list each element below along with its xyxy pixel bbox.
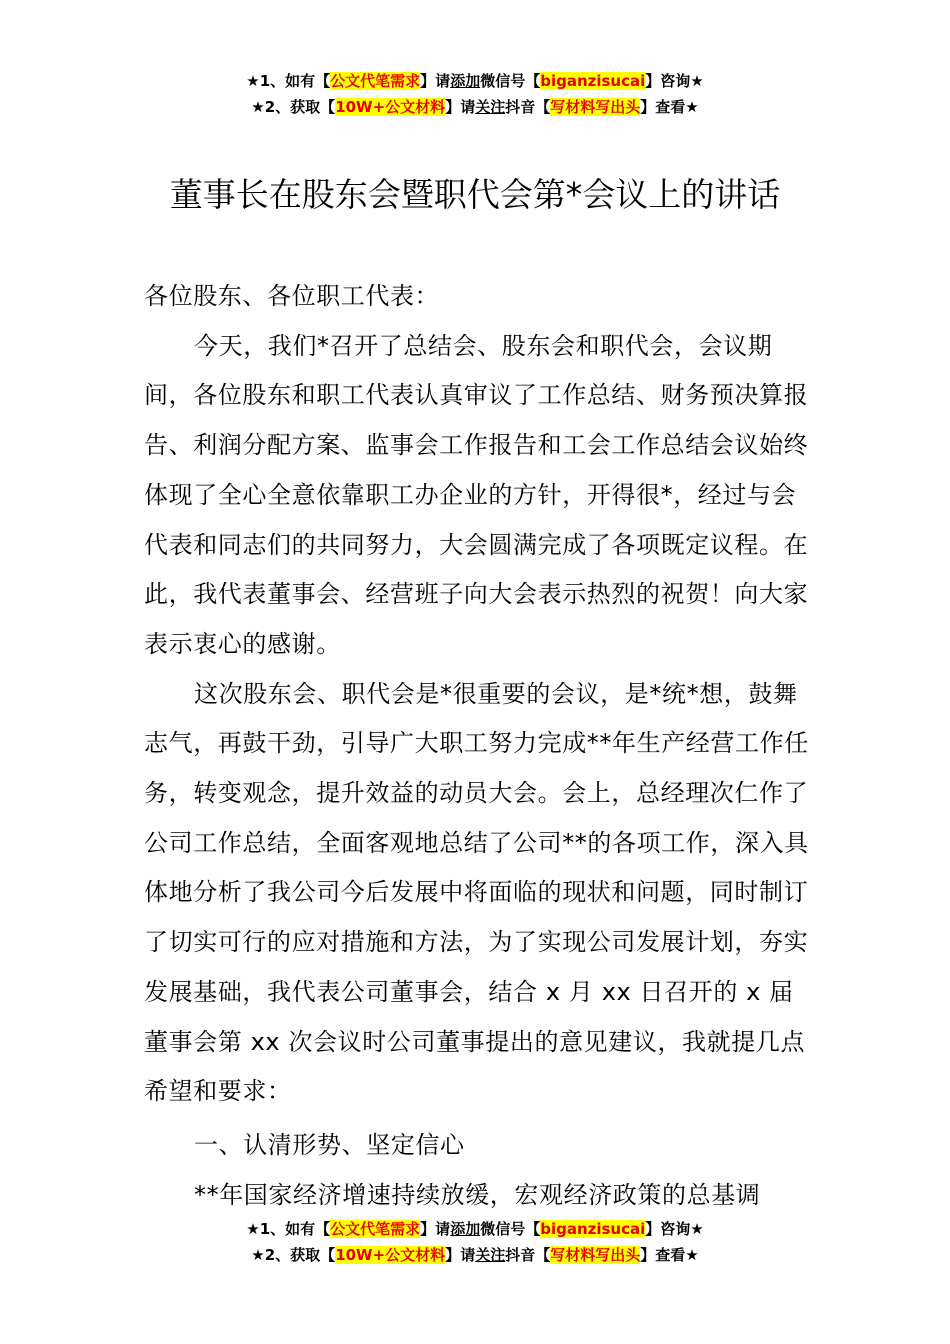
- section-heading: 一、认清形势、坚定信心: [194, 1130, 465, 1159]
- paragraph-2: 这次股东会、职代会是*很重要的会议，是*统*想，鼓舞志气，再鼓干劲，引导广大职工努力完成**年生产经营工作任务，转变观念，提升效益的动员大会。会上，总经理次仁作了公司工作总结，全面客观地总结了公司**的各项工作，深入具体地分析了我公司今后发展中将面临的现状和问题，同时制订了切实可行的应对措施和方法，为了实现公司发展计划，夯实发展基础，我代表公司董事会，结合 x 月 xx 日召开的 x 届董事会第 xx 次会议时公司董事提出的意见建议，我就提几点希望和要求：: [144, 679, 809, 1106]
- banner-highlight: 公文代笔需求: [330, 1220, 421, 1238]
- salutation: 各位股东、各位职工代表：: [144, 282, 440, 310]
- banner-highlight: 公文代笔需求: [330, 72, 421, 90]
- banner-line-2: ★2、获取【10W+公文材料】请关注抖音【写材料写出头】查看★: [251, 98, 699, 116]
- footer-banner: [0, 1216, 950, 1268]
- banner-wechat-id: biganzisucai: [540, 72, 646, 90]
- document-title: 董事长在股东会暨职代会第*会议上的讲话: [169, 175, 781, 214]
- banner-line-1: ★1、如有【公文代笔需求】请添加微信号【biganzisucai】咨询★: [246, 72, 704, 90]
- paragraph-1: 今天，我们*召开了总结会、股东会和职代会，会议期间，各位股东和职工代表认真审议了工作总结、财务预决算报告、利润分配方案、监事会工作报告和工会工作总结会议始终体现了全心全意依靠职工办企业的方针，开得很*，经过与会代表和同志们的共同努力，大会圆满完成了各项既定议程。在此，我代表董事会、经营班子向大会表示热烈的祝贺！向大家表示衷心的感谢。: [144, 331, 809, 658]
- paragraph-3: **年国家经济增速持续放缓，宏观经济政策的总基调: [194, 1180, 761, 1209]
- document-body: [144, 272, 809, 1220]
- banner-wechat-id: biganzisucai: [540, 1220, 646, 1238]
- banner-douyin-id: 写材料写出头: [550, 1246, 641, 1264]
- banner-line-2: ★2、获取【10W+公文材料】请关注抖音【写材料写出头】查看★: [251, 1246, 699, 1264]
- banner-highlight: 10W+公文材料: [335, 1246, 446, 1264]
- banner-highlight: 10W+公文材料: [335, 98, 446, 116]
- header-banner: [0, 68, 950, 120]
- banner-douyin-id: 写材料写出头: [550, 98, 641, 116]
- banner-line-1: ★1、如有【公文代笔需求】请添加微信号【biganzisucai】咨询★: [246, 1220, 704, 1238]
